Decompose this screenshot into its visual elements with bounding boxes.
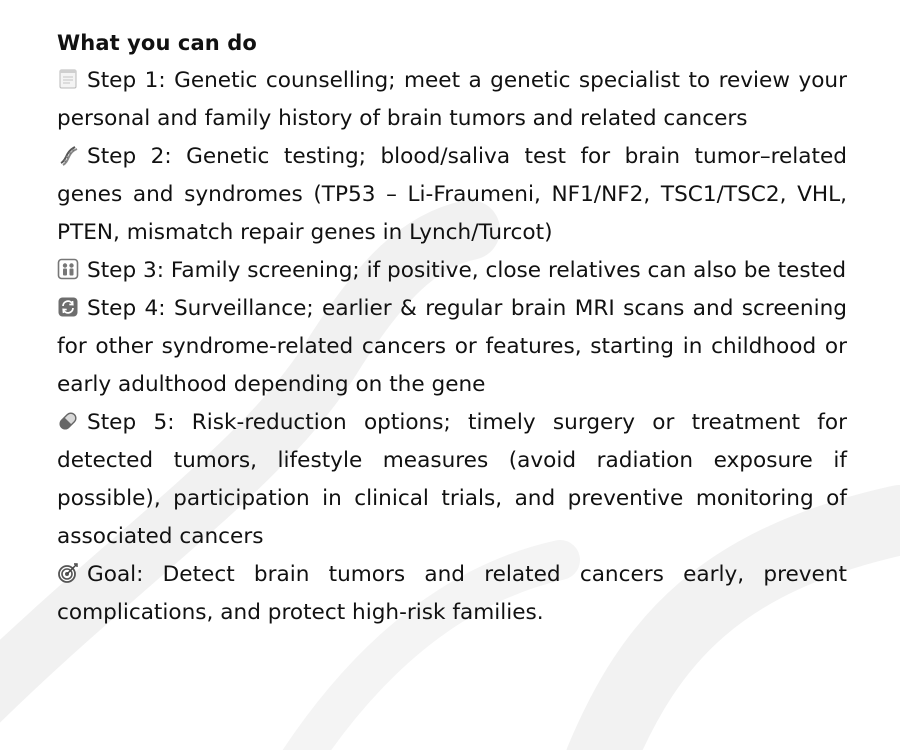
step-3-text: Step 3: Family screening; if positive, close relatives can also be tested (87, 258, 847, 283)
content-block (57, 28, 847, 632)
step-5-paragraph (57, 404, 847, 556)
step-2-paragraph (57, 138, 847, 252)
step-4-text: Step 4: Surveillance; earlier & regular brain MRI scans and screening for other syndrome-related cancers or features, starting in childhood or early adulthood depending on the gene (57, 296, 847, 397)
dna-icon (57, 144, 79, 166)
step-2-text: Step 2: Genetic testing; blood/saliva test for brain tumor–related genes and syndromes (TP53 – Li-Fraumeni, NF1/NF2, TSC1/TSC2, VHL, PTEN, mismatch repair genes in Lynch/Turcot) (57, 144, 847, 245)
refresh-icon (57, 296, 79, 318)
family-icon (57, 258, 79, 280)
target-icon (57, 562, 79, 584)
goal-paragraph (57, 556, 847, 632)
notepad-icon (57, 68, 79, 90)
pill-icon (57, 410, 79, 432)
section-heading: What you can do (57, 31, 257, 55)
step-5-text: Step 5: Risk-reduction options; timely surgery or treatment for detected tumors, lifestyle measures (avoid radiation exposure if possible), participation in clinical trials, and preventive monitoring of associated cancers (57, 410, 847, 549)
step-4-paragraph (57, 290, 847, 404)
step-3-paragraph (57, 252, 847, 290)
step-1-text: Step 1: Genetic counselling; meet a genetic specialist to review your personal and family history of brain tumors and related cancers (57, 68, 847, 131)
step-1-paragraph (57, 62, 847, 138)
goal-text: Goal: Detect brain tumors and related cancers early, prevent complications, and protect high-risk families. (57, 562, 847, 625)
